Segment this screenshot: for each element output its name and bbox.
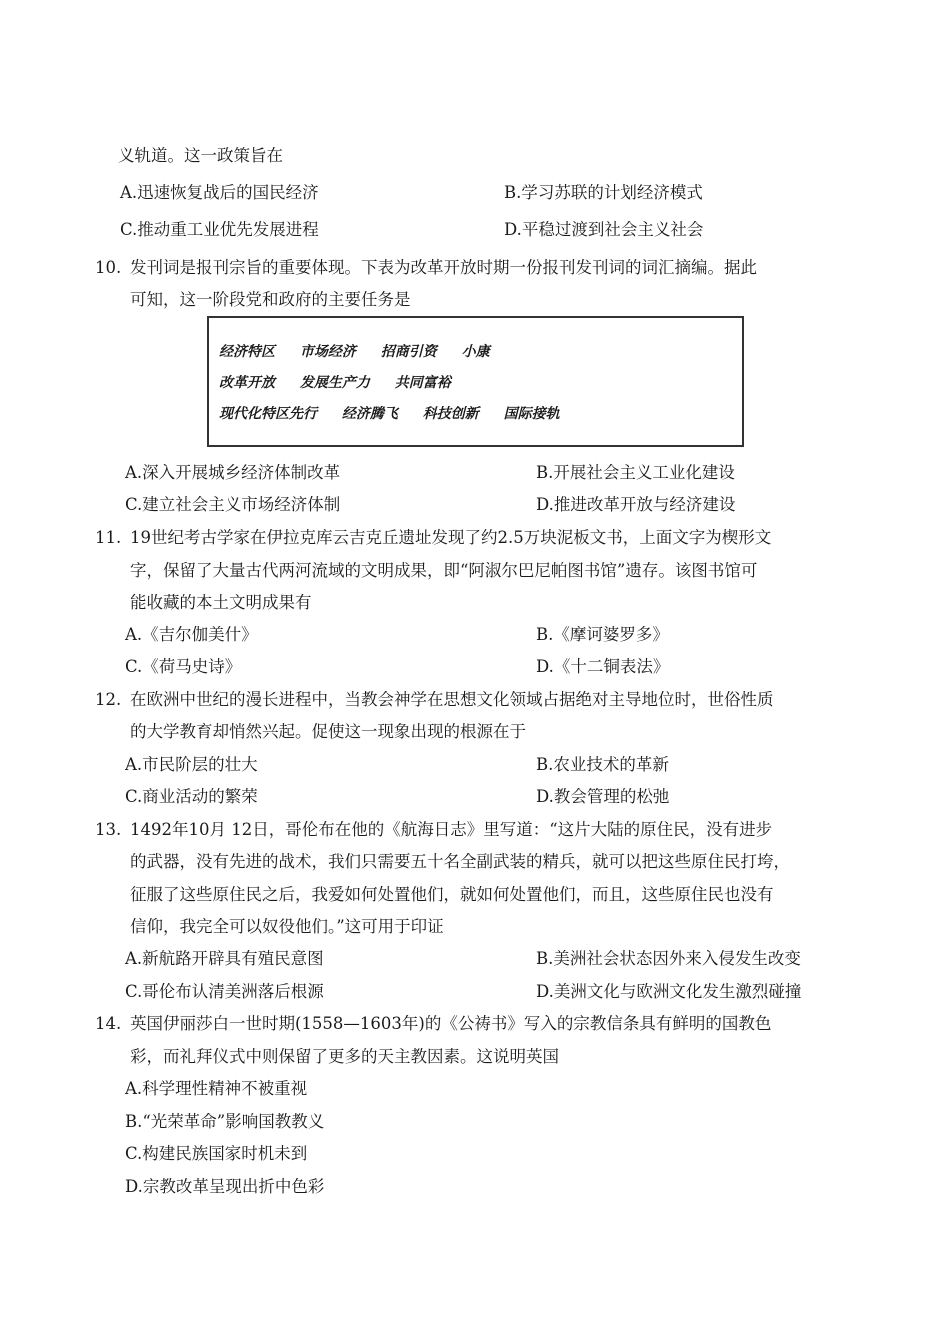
- q14-option-d: D.宗教改革呈现出折中色彩: [125, 1177, 325, 1196]
- q11-number: 11.: [95, 528, 122, 547]
- vocab-row: [219, 367, 469, 399]
- vocab-term: 国际接轨: [503, 406, 560, 422]
- q13-stem-line: 征服了这些原住民之后，我爱如何处置他们，就如何处置他们，而且，这些原住民也没有: [130, 885, 774, 904]
- vocab-row: [219, 336, 508, 368]
- q12-stem-line: 在欧洲中世纪的漫长进程中，当教会神学在思想文化领域占据绝对主导地位时，世俗性质: [130, 690, 774, 709]
- q14-stem-line: 彩，而礼拜仪式中则保留了更多的天主教因素。这说明英国: [130, 1047, 559, 1066]
- q9-option-c: C.推动重工业优先发展进程: [120, 220, 319, 239]
- q13-stem-line: 1492年10月 12日，哥伦布在他的《航海日志》里写道：“这片大陆的原住民，没有进步: [130, 820, 773, 839]
- q14-stem-line: 英国伊丽莎白一世时期(1558—1603年)的《公祷书》写入的宗教信条具有鲜明的国教色: [130, 1014, 772, 1033]
- q10-stem-line: 可知，这一阶段党和政府的主要任务是: [130, 290, 411, 309]
- vocab-term: 招商引资: [380, 344, 437, 360]
- q11-option-c: C.《荷马史诗》: [125, 657, 242, 676]
- q11-option-a: A.《吉尔伽美什》: [125, 625, 258, 644]
- q10-option-c: C.建立社会主义市场经济体制: [125, 495, 341, 514]
- q12-option-d: D.教会管理的松弛: [536, 787, 670, 806]
- q11-option-d: D.《十二铜表法》: [536, 657, 670, 676]
- q12-stem-line: 的大学教育却悄然兴起。促使这一现象出现的根源在于: [130, 722, 526, 741]
- q10-stem-line: 发刊词是报刊宗旨的重要体现。下表为改革开放时期一份报刊发刊词的词汇摘编。据此: [130, 258, 757, 277]
- q13-option-d: D.美洲文化与欧洲文化发生激烈碰撞: [536, 982, 802, 1001]
- q9-stem-tail: 义轨道。这一政策旨在: [118, 146, 283, 165]
- q13-number: 13.: [95, 820, 122, 839]
- vocab-row: [219, 398, 578, 430]
- vocab-term: 经济腾飞: [341, 406, 398, 422]
- q14-option-a: A.科学理性精神不被重视: [125, 1079, 308, 1098]
- vocab-term: 共同富裕: [394, 375, 451, 391]
- q11-stem-line: 字，保留了大量古代两河流域的文明成果，即“阿淑尔巴尼帕图书馆”遗存。该图书馆可: [130, 561, 758, 580]
- q14-number: 14.: [95, 1014, 122, 1033]
- vocab-term: 经济特区: [219, 344, 275, 360]
- q12-number: 12.: [95, 690, 122, 709]
- q12-option-b: B.农业技术的革新: [536, 755, 669, 774]
- q9-option-a: A.迅速恢复战后的国民经济: [120, 183, 319, 202]
- vocab-term: 现代化特区先行: [219, 406, 317, 422]
- vocab-term: 改革开放: [219, 375, 275, 391]
- q12-option-a: A.市民阶层的壮大: [125, 755, 258, 774]
- q10-number: 10.: [95, 258, 122, 277]
- q13-option-a: A.新航路开辟具有殖民意图: [125, 949, 324, 968]
- vocab-term: 科技创新: [422, 406, 479, 422]
- q13-stem-line: 的武器，没有先进的战术，我们只需要五十名全副武装的精兵，就可以把这些原住民打垮，: [130, 852, 790, 871]
- q13-option-c: C.哥伦布认清美洲落后根源: [125, 982, 324, 1001]
- vocab-term: 市场经济: [299, 344, 356, 360]
- q13-option-b: B.美洲社会状态因外来入侵发生改变: [536, 949, 801, 968]
- q13-stem-line: 信仰，我完全可以奴役他们。”这可用于印证: [130, 917, 444, 936]
- q11-stem-line: 能收藏的本土文明成果有: [130, 593, 312, 612]
- q9-option-b: B.学习苏联的计划经济模式: [504, 183, 703, 202]
- q10-vocabulary-box: [207, 316, 744, 447]
- q11-option-b: B.《摩诃婆罗多》: [536, 625, 669, 644]
- q10-option-b: B.开展社会主义工业化建设: [536, 463, 735, 482]
- vocab-term: 发展生产力: [299, 375, 370, 391]
- q10-option-d: D.推进改革开放与经济建设: [536, 495, 736, 514]
- q14-option-b: B.“光荣革命”影响国教教义: [125, 1112, 325, 1131]
- q11-stem-line: 19世纪考古学家在伊拉克库云吉克丘遗址发现了约2.5万块泥板文书，上面文字为楔形文: [130, 528, 772, 547]
- q10-option-a: A.深入开展城乡经济体制改革: [125, 463, 341, 482]
- q14-option-c: C.构建民族国家时机未到: [125, 1144, 308, 1163]
- q12-option-c: C.商业活动的繁荣: [125, 787, 258, 806]
- vocab-term: 小康: [461, 344, 490, 360]
- q9-option-d: D.平稳过渡到社会主义社会: [504, 220, 704, 239]
